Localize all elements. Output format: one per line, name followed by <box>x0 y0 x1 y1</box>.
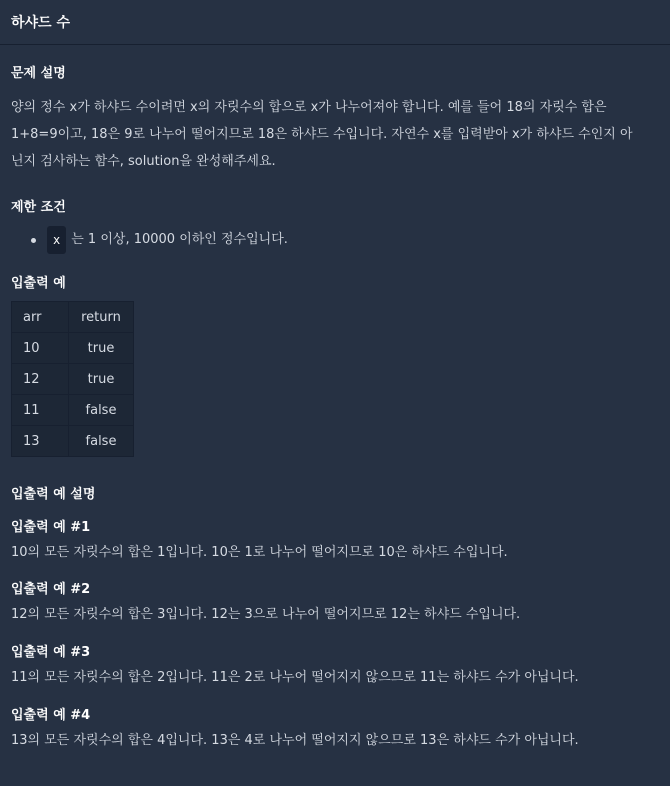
example-4-text: 13의 모든 자릿수의 합은 4입니다. 13은 4로 나누어 떨어지지 않으므로 13은 하샤드 수가 아닙니다. <box>11 733 579 748</box>
cell-return: false <box>69 395 134 426</box>
page-title: 하샤드 수 <box>11 15 70 31</box>
example-1-text: 10의 모든 자릿수의 합은 1입니다. 10은 1로 나누어 떨어지므로 10은 하샤드 수입니다. <box>11 545 508 560</box>
constraint-item <box>31 226 288 254</box>
problem-line-2: 1+8=9이고, 18은 9로 나누어 떨어지므로 18은 하샤드 수입니다. 자연수 x를 입력받아 x가 하샤드 수인지 아 <box>11 127 633 142</box>
constraints-title: 제한 조건 <box>11 200 66 215</box>
cell-return: true <box>69 364 134 395</box>
io-table <box>11 301 134 457</box>
cell-return: false <box>69 426 134 457</box>
example-2-text: 12의 모든 자릿수의 합은 3입니다. 12는 3으로 나누어 떨어지므로 12는 하샤드 수입니다. <box>11 607 521 622</box>
example-4-title: 입출력 예 #4 <box>11 708 91 723</box>
problem-line-3: 닌지 검사하는 함수, solution을 완성해주세요. <box>11 154 276 169</box>
cell-arr: 13 <box>12 426 69 457</box>
cell-return: true <box>69 333 134 364</box>
code-x: x <box>47 226 66 254</box>
example-2-title: 입출력 예 #2 <box>11 582 91 597</box>
column-header-return: return <box>69 302 134 333</box>
table-row <box>12 364 134 395</box>
table-row <box>12 395 134 426</box>
example-1-title: 입출력 예 #1 <box>11 520 91 535</box>
io-explanation-title: 입출력 예 설명 <box>11 487 96 502</box>
table-row <box>12 333 134 364</box>
table-row <box>12 426 134 457</box>
bullet-icon <box>31 238 36 243</box>
cell-arr: 11 <box>12 395 69 426</box>
example-3-title: 입출력 예 #3 <box>11 645 91 660</box>
constraint-text: 는 1 이상, 10000 이하인 정수입니다. <box>71 232 288 247</box>
column-header-arr: arr <box>12 302 69 333</box>
table-header-row <box>12 302 134 333</box>
example-3-text: 11의 모든 자릿수의 합은 2입니다. 11은 2로 나누어 떨어지지 않으므로 11는 하샤드 수가 아닙니다. <box>11 670 579 685</box>
cell-arr: 12 <box>12 364 69 395</box>
problem-line-1: 양의 정수 x가 하샤드 수이려면 x의 자릿수의 합으로 x가 나누어져야 합니다. 예를 들어 18의 자릿수 합은 <box>11 100 607 115</box>
page-header <box>0 0 670 45</box>
cell-arr: 10 <box>12 333 69 364</box>
io-example-title: 입출력 예 <box>11 276 66 291</box>
problem-title: 문제 설명 <box>11 66 66 81</box>
